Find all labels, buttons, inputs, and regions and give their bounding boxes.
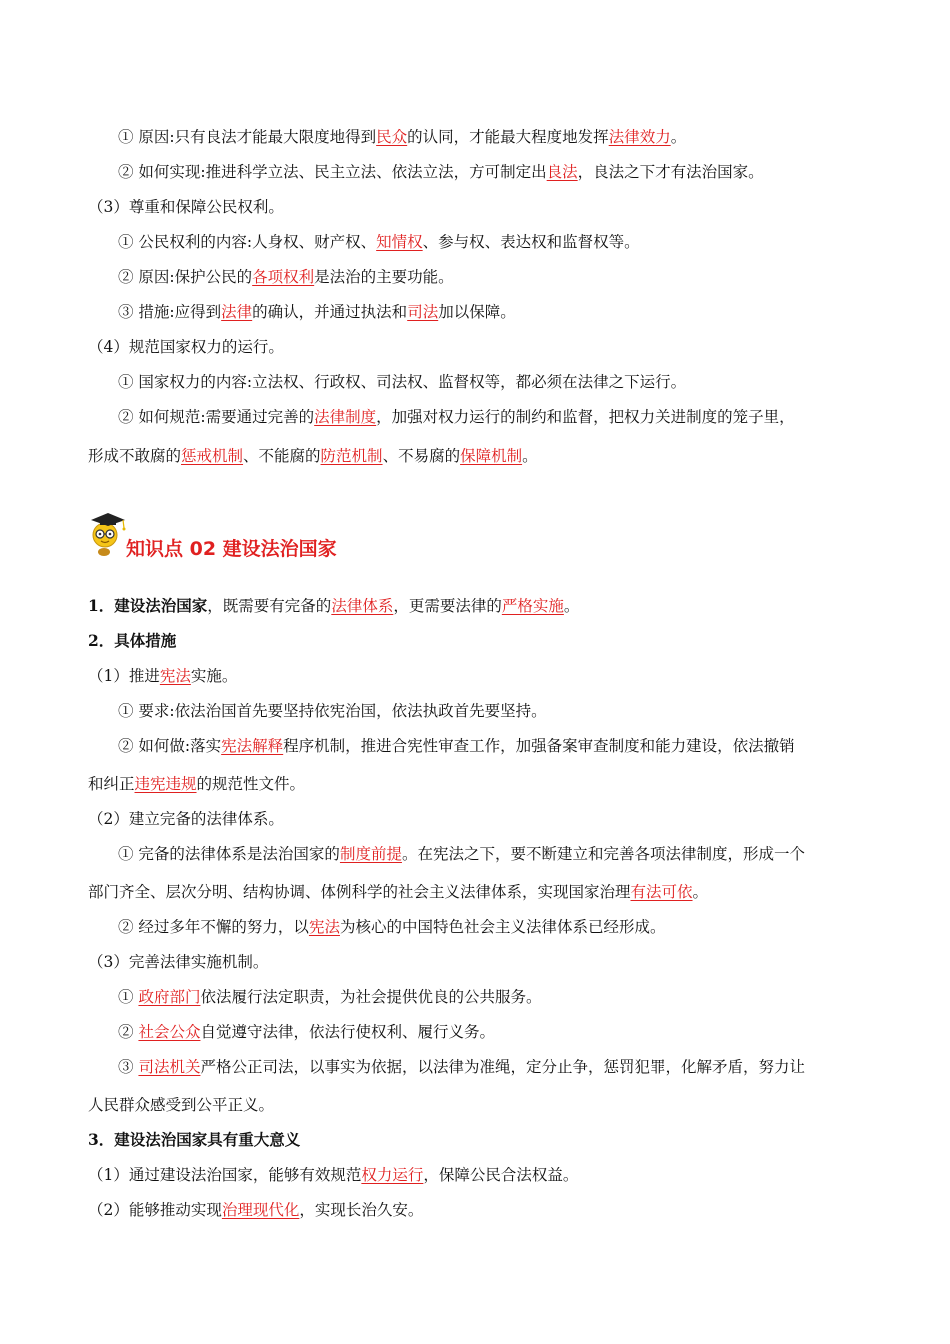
paragraph-line [88, 1164, 870, 1186]
paragraph-line [118, 126, 900, 148]
line-text: ，实现长治久安。 [299, 1201, 424, 1219]
line-text: 严格公正司法，以事实为依据，以法律为准绳，定分止争，惩罚犯罪，化解矛盾，努力让 [200, 1058, 805, 1076]
paragraph-line [118, 231, 900, 253]
keyword-highlight: 防范机制 [320, 447, 383, 465]
line-text: （2）能够推动实现 [88, 1201, 222, 1219]
keyword-highlight: 社会公众 [138, 1023, 201, 1041]
bold-label: 1．建设法治国家 [88, 596, 208, 615]
paragraph-line [88, 808, 870, 830]
line-text: ① 原因:只有良法才能最大限度地得到 [118, 128, 377, 146]
paragraph-line [88, 773, 870, 795]
line-text: （1）推进 [88, 667, 160, 685]
line-text: 。在宪法之下，要不断建立和完善各项法律制度，形成一个 [401, 845, 805, 863]
line-text: 自觉遵守法律，依法行使权利、履行义务。 [200, 1023, 495, 1041]
keyword-highlight: 惩戒机制 [181, 447, 244, 465]
keyword-highlight: 宪法 [159, 667, 191, 685]
paragraph-line [118, 371, 900, 393]
line-text: 是法治的主要功能。 [314, 268, 454, 286]
keyword-highlight: 法律体系 [331, 597, 394, 615]
keyword-highlight: 良法 [546, 163, 578, 181]
keyword-highlight: 治理现代化 [221, 1201, 300, 1219]
keyword-highlight: 各项权利 [252, 268, 315, 286]
line-text: 、不能腐的 [243, 447, 321, 465]
line-text: ① 国家权力的内容:立法权、行政权、司法权、监督权等，都必须在法律之下运行。 [118, 373, 687, 391]
bold-label: 3．建设法治国家具有重大意义 [88, 1130, 301, 1149]
keyword-highlight: 司法机关 [138, 1058, 201, 1076]
keyword-highlight: 法律 [221, 303, 253, 321]
line-text: 形成不敢腐的 [88, 447, 182, 465]
paragraph-line [88, 665, 870, 687]
section-title: 知识点 02 建设法治国家 [126, 538, 337, 560]
line-text: （3）完善法律实施机制。 [88, 953, 269, 971]
line-text: ② 原因:保护公民的 [118, 268, 253, 286]
paragraph-line [88, 196, 870, 218]
paragraph-line [88, 1129, 870, 1151]
paragraph-line [88, 1199, 870, 1221]
line-text: ③ 措施:应得到 [118, 303, 222, 321]
paragraph-line [88, 951, 870, 973]
line-text: 人民群众感受到公平正义。 [88, 1096, 275, 1114]
paragraph-line [118, 406, 900, 428]
paragraph-line [118, 1056, 900, 1078]
paragraph-line [118, 266, 900, 288]
line-text: 的确认，并通过执法和 [252, 303, 408, 321]
line-text: （2）建立完备的法律体系。 [88, 810, 284, 828]
line-text: （3）尊重和保障公民权利。 [88, 198, 284, 216]
paragraph-line [88, 336, 870, 358]
paragraph-line [88, 445, 870, 467]
line-text: ② 如何实现:推进科学立法、民主立法、依法立法，方可制定出 [118, 163, 547, 181]
line-text: 、参与权、表达权和监督权等。 [422, 233, 640, 251]
line-text: ，加强对权力运行的制约和监督，把权力关进制度的笼子里， [376, 408, 795, 426]
graduate-mascot-icon [88, 508, 128, 558]
paragraph-line [88, 1094, 870, 1116]
keyword-highlight: 严格实施 [501, 597, 564, 615]
paragraph-line [118, 161, 900, 183]
line-text: ，既需要有完备的 [207, 597, 332, 615]
line-text: 。 [692, 883, 709, 901]
keyword-highlight: 法律制度 [314, 408, 377, 426]
line-text: 程序机制，推进合宪性审查工作，加强备案审查制度和能力建设，依法撤销 [283, 737, 795, 755]
line-text: ② 如何做:落实 [118, 737, 222, 755]
keyword-highlight: 法律效力 [608, 128, 671, 146]
line-text: ① 完备的法律体系是法治国家的 [118, 845, 340, 863]
keyword-highlight: 保障机制 [460, 447, 523, 465]
keyword-highlight: 违宪违规 [134, 775, 197, 793]
paragraph-line [88, 881, 870, 903]
line-text: 加以保障。 [438, 303, 516, 321]
line-text: ③ [118, 1058, 139, 1076]
line-text: ② 如何规范:需要通过完善的 [118, 408, 315, 426]
keyword-highlight: 知情权 [376, 233, 423, 251]
keyword-highlight: 宪法解释 [221, 737, 284, 755]
line-text: 。 [670, 128, 687, 146]
keyword-highlight: 制度前提 [339, 845, 402, 863]
keyword-highlight: 民众 [376, 128, 408, 146]
paragraph-line [118, 986, 900, 1008]
line-text: ① [118, 988, 139, 1006]
line-text: 、不易腐的 [382, 447, 461, 465]
paragraph-line [88, 595, 870, 617]
line-text: （1）通过建设法治国家，能够有效规范 [88, 1166, 362, 1184]
line-text: 。 [563, 597, 580, 615]
paragraph-line [118, 916, 900, 938]
keyword-highlight: 权力运行 [361, 1166, 424, 1184]
line-text: ② 经过多年不懈的努力，以 [118, 918, 309, 936]
line-text: ，保障公民合法权益。 [423, 1166, 579, 1184]
line-text: ，良法之下才有法治国家。 [577, 163, 764, 181]
keyword-highlight: 宪法 [308, 918, 340, 936]
line-text: 。 [522, 447, 538, 465]
line-text: 的认同，才能最大程度地发挥 [407, 128, 609, 146]
section-heading [88, 508, 488, 558]
keyword-highlight: 有法可依 [630, 883, 693, 901]
line-text: ，更需要法律的 [393, 597, 502, 615]
paragraph-line [118, 1021, 900, 1043]
paragraph-line [118, 843, 900, 865]
line-text: 依法履行法定职责，为社会提供优良的公共服务。 [200, 988, 542, 1006]
line-text: 为核心的中国特色社会主义法律体系已经形成。 [339, 918, 666, 936]
line-text: 和纠正 [88, 775, 135, 793]
line-text: ① 要求:依法治国首先要坚持依宪治国，依法执政首先要坚持。 [118, 702, 547, 720]
paragraph-line [88, 630, 870, 652]
keyword-highlight: 司法 [407, 303, 439, 321]
line-text: 的规范性文件。 [196, 775, 306, 793]
line-text: ① 公民权利的内容:人身权、财产权、 [118, 233, 377, 251]
keyword-highlight: 政府部门 [138, 988, 201, 1006]
paragraph-line [118, 700, 900, 722]
paragraph-line [118, 735, 900, 757]
line-text: 实施。 [190, 667, 238, 685]
line-text: ② [118, 1023, 139, 1041]
paragraph-line [118, 301, 900, 323]
bold-label: 2．具体措施 [88, 631, 177, 650]
line-text: 部门齐全、层次分明、结构协调、体例科学的社会主义法律体系，实现国家治理 [88, 883, 631, 901]
line-text: （4）规范国家权力的运行。 [88, 338, 284, 356]
